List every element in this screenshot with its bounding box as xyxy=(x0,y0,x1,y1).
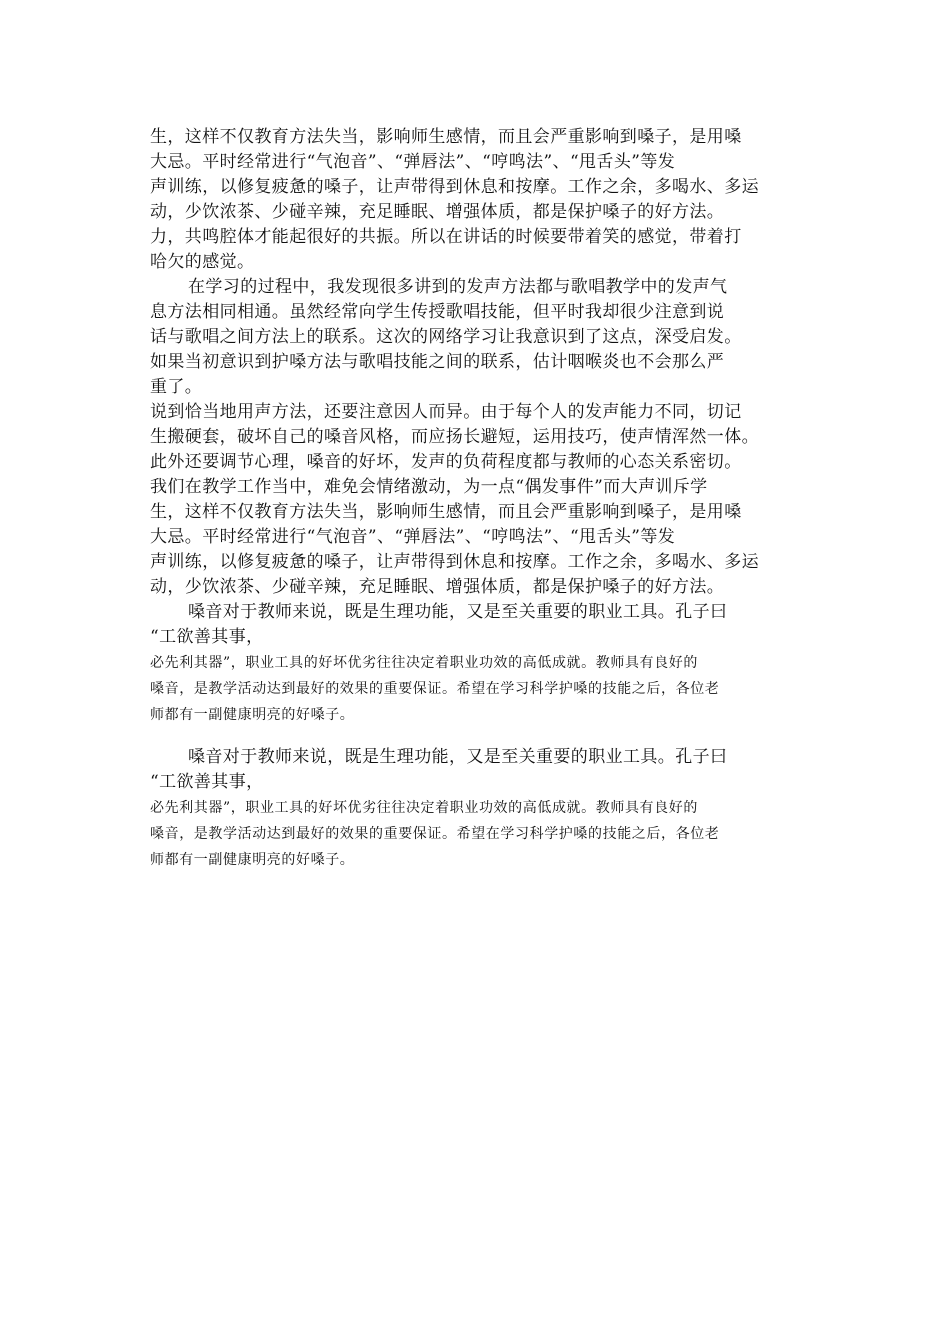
text-line: 嗓音，是教学活动达到最好的效果的重要保证。希望在学习科学护嗓的技能之后，各位老 xyxy=(150,681,720,697)
text-line: 动，少饮浓茶、少碰辛辣，充足睡眠、增强体质，都是保护嗓子的好方法。 xyxy=(150,202,725,222)
text-line: 必先利其器”，职业工具的好坏优劣往往决定着职业功效的高低成就。教师具有良好的 xyxy=(150,655,698,671)
text-line: 重了。 xyxy=(150,377,203,397)
closing-paragraph-2 xyxy=(150,745,800,873)
paragraph-start-line: 在学习的过程中，我发现很多讲到的发声方法都与歌唱教学中的发声气 xyxy=(188,277,728,297)
text-line: 力，共鸣腔体才能起很好的共振。所以在讲话的时候要带着笑的感觉，带着打 xyxy=(150,227,742,247)
paragraph-start-line: 嗓音对于教师来说，既是生理功能，又是至关重要的职业工具。孔子曰 xyxy=(188,602,728,622)
paragraph-start-line: 嗓音对于教师来说，既是生理功能，又是至关重要的职业工具。孔子曰 xyxy=(188,747,728,767)
text-line: 话与歌唱之间方法上的联系。这次的网络学习让我意识到了这点，深受启发。 xyxy=(150,327,742,347)
text-line: 生，这样不仅教育方法失当，影响师生感情，而且会严重影响到嗓子，是用嗓 xyxy=(150,127,742,147)
closing-paragraph-1 xyxy=(150,600,800,728)
text-line: 动，少饮浓茶、少碰辛辣，充足睡眠、增强体质，都是保护嗓子的好方法。 xyxy=(150,577,725,597)
text-line: 声训练，以修复疲惫的嗓子，让声带得到休息和按摩。工作之余，多喝水、多运 xyxy=(150,177,759,197)
text-line: “工欲善其事， xyxy=(150,772,264,792)
text-line: 师都有一副健康明亮的好嗓子。 xyxy=(150,852,355,868)
text-line: 我们在教学工作当中，难免会情绪激动，为一点“偶发事件”而大声训斥学 xyxy=(150,477,708,497)
text-line: 息方法相同相通。虽然经常向学生传授歌唱技能，但平时我却很少注意到说 xyxy=(150,302,725,322)
text-line: 师都有一副健康明亮的好嗓子。 xyxy=(150,707,355,723)
text-line: 声训练，以修复疲惫的嗓子，让声带得到休息和按摩。工作之余，多喝水、多运 xyxy=(150,552,759,572)
text-line: “工欲善其事， xyxy=(150,627,264,647)
text-line: 哈欠的感觉。 xyxy=(150,252,255,272)
text-line: 大忌。平时经常进行“气泡音”、“弹唇法”、“哼鸣法”、“甩舌头”等发 xyxy=(150,152,676,172)
text-line: 如果当初意识到护嗓方法与歌唱技能之间的联系，估计咽喉炎也不会那么严 xyxy=(150,352,725,372)
text-line: 大忌。平时经常进行“气泡音”、“弹唇法”、“哼鸣法”、“甩舌头”等发 xyxy=(150,527,676,547)
text-line: 嗓音，是教学活动达到最好的效果的重要保证。希望在学习科学护嗓的技能之后，各位老 xyxy=(150,826,720,842)
text-line: 此外还要调节心理，嗓音的好坏，发声的负荷程度都与教师的心态关系密切。 xyxy=(150,452,742,472)
text-line: 说到恰当地用声方法，还要注意因人而异。由于每个人的发声能力不同，切记 xyxy=(150,402,742,422)
text-line: 生搬硬套，破坏自己的嗓音风格，而应扬长避短，运用技巧，使声情浑然一体。 xyxy=(150,427,759,447)
text-line: 必先利其器”，职业工具的好坏优劣往往决定着职业功效的高低成就。教师具有良好的 xyxy=(150,800,698,816)
text-line: 生，这样不仅教育方法失当，影响师生感情，而且会严重影响到嗓子，是用嗓 xyxy=(150,502,742,522)
body-text xyxy=(150,125,800,600)
